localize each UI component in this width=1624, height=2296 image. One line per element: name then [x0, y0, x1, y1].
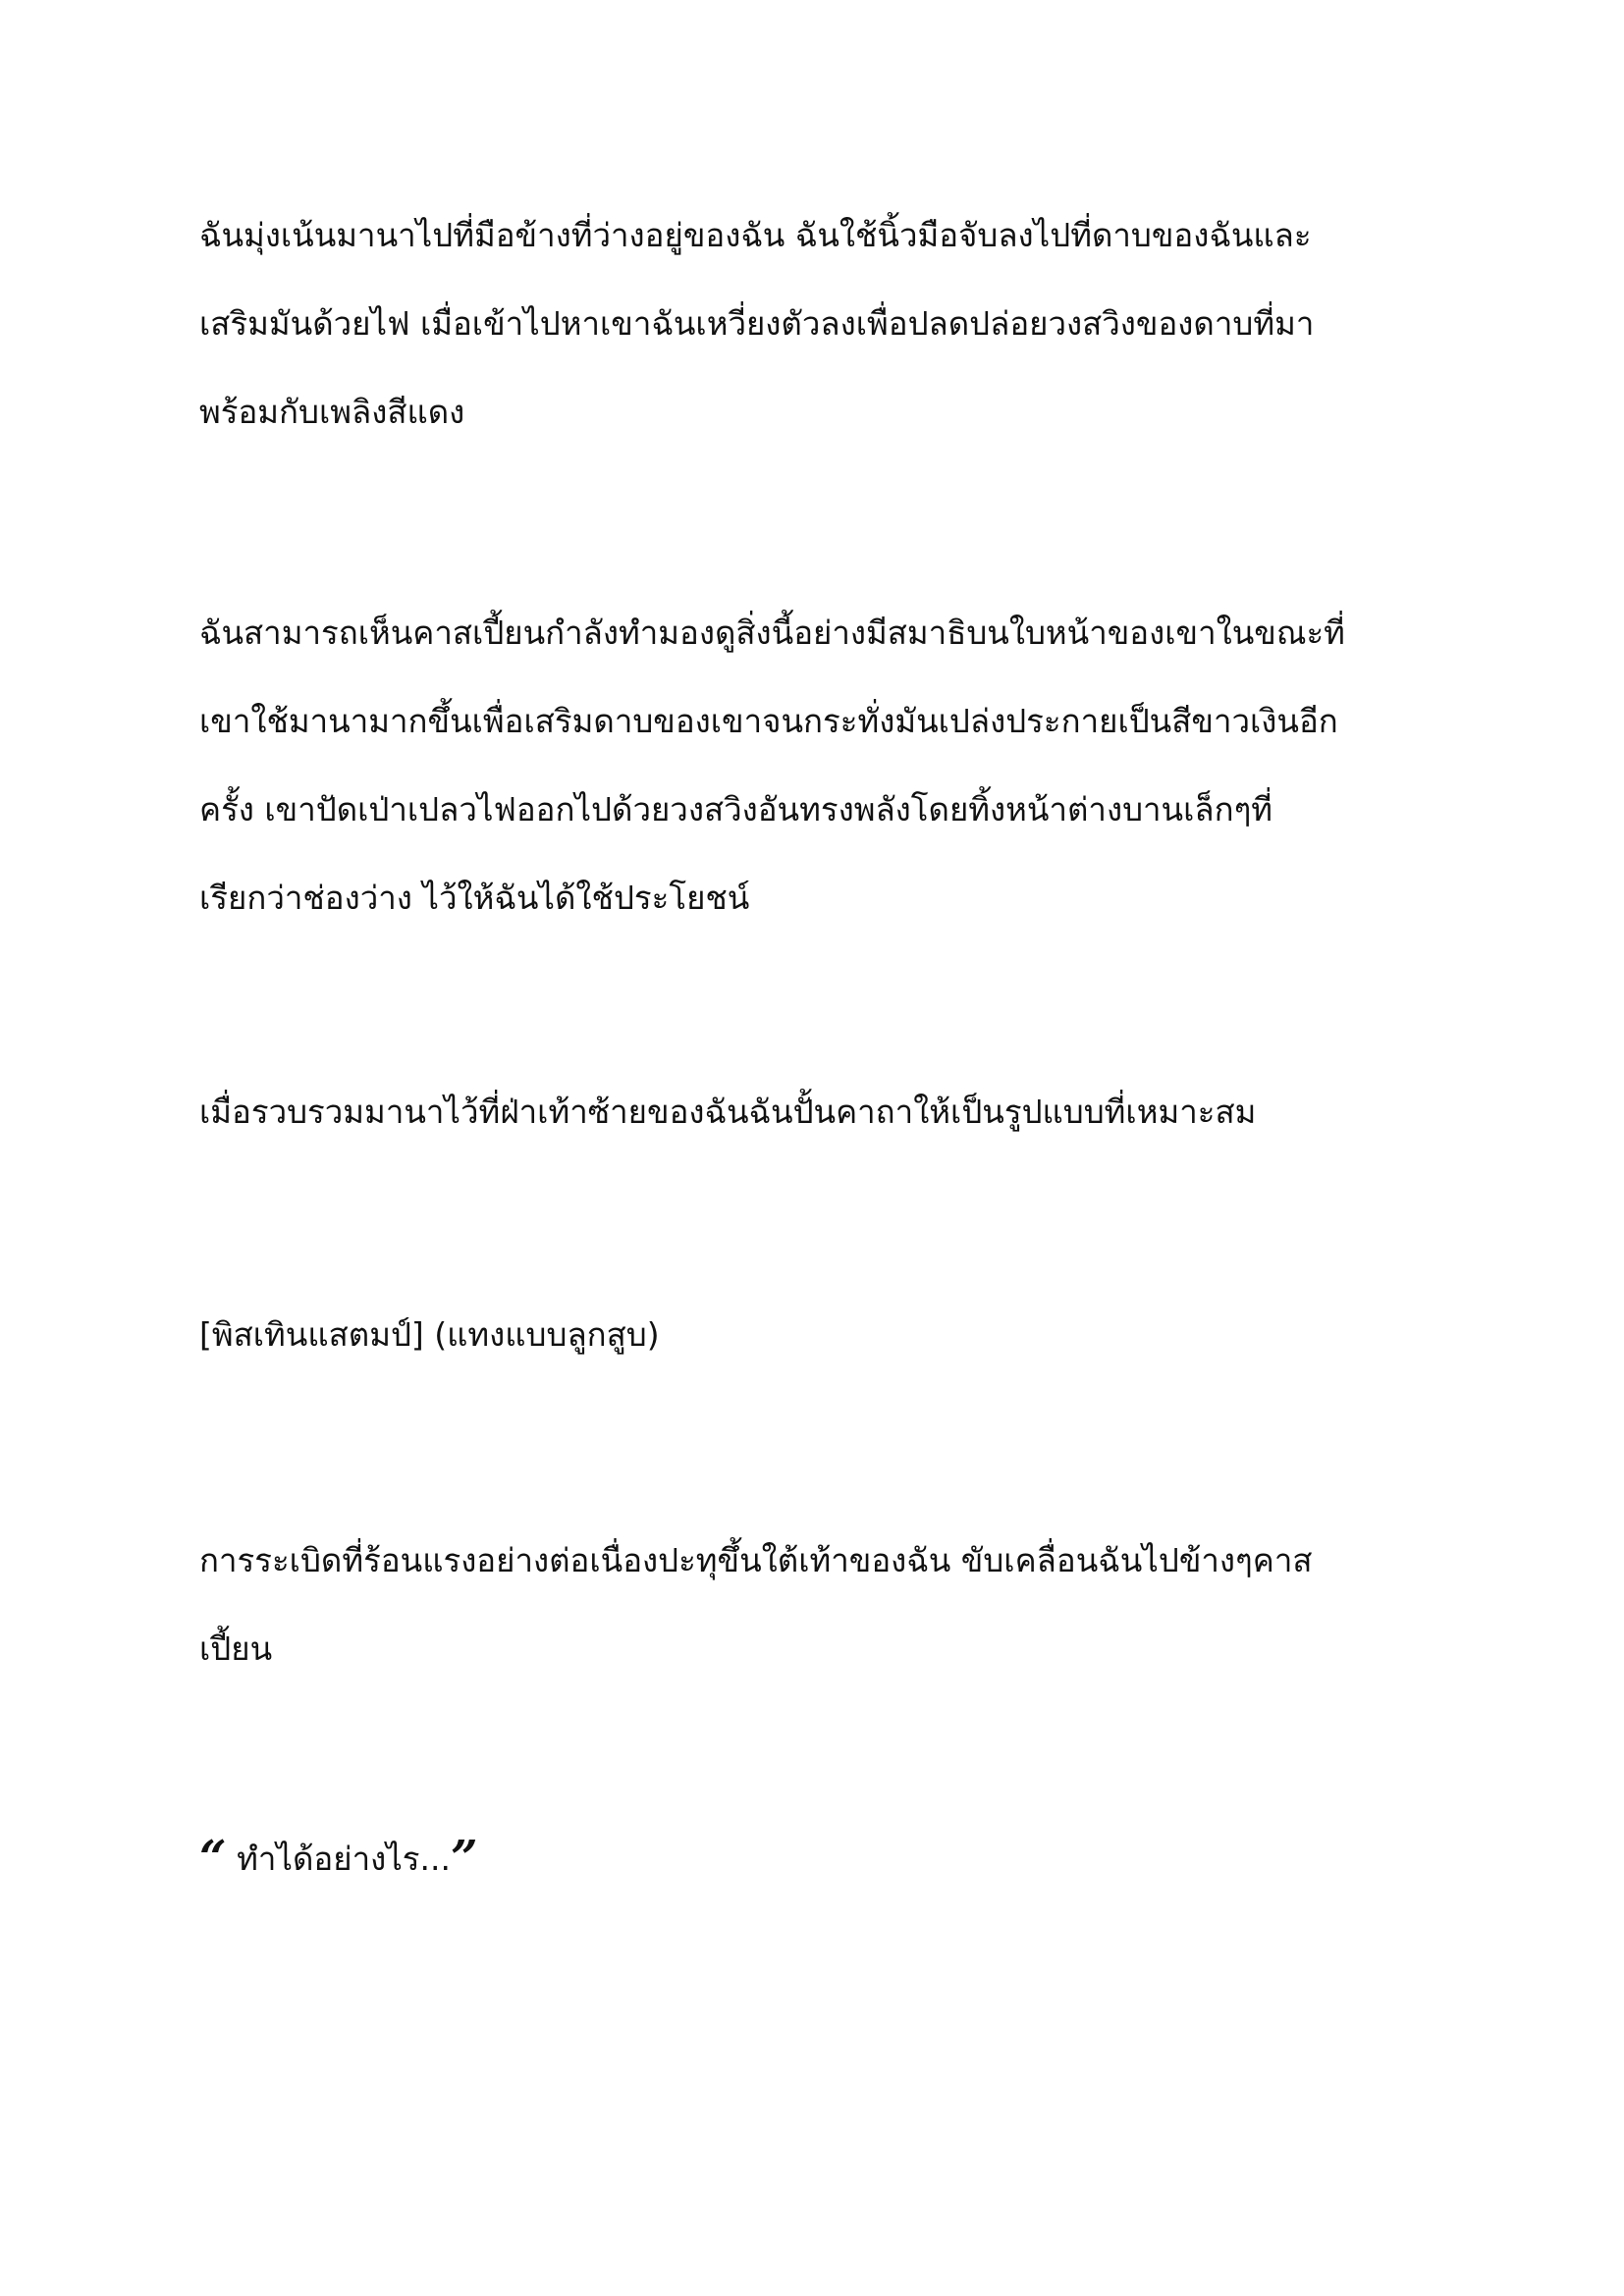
close-quote-mark: ”	[451, 1831, 478, 1886]
dialogue-text: ทำได้อย่างไร...	[226, 1840, 451, 1878]
paragraph-line: [พิสเทินแสตมป์] (แทงแบบลูกสูบ)	[199, 1315, 660, 1354]
paragraph-line: การระเบิดที่ร้อนแรงอย่างต่อเนื่องปะทุขึ้นใต้เท้าของฉัน ขับเคลื่อนฉันไปข้างๆคาส	[199, 1541, 1313, 1579]
paragraph-line: ฉันสามารถเห็นคาสเปี้ยนกำลังทำมองดูสิ่งนี้อย่างมีสมาธิบนใบหน้าของเขาในขณะที่	[199, 614, 1345, 652]
paragraph-line: เรียกว่าช่องว่าง ไว้ให้ฉันได้ใช้ประโยชน์	[199, 879, 750, 917]
paragraph-line: เขาใช้มานามากขึ้นเพื่อเสริมดาบของเขาจนกระทั่งมันเปล่งประกายเป็นสีขาวเงินอีก	[199, 702, 1338, 740]
paragraph-line: เปี้ยน	[199, 1629, 273, 1668]
paragraph-5	[199, 1517, 1446, 1693]
paragraph-3	[199, 1068, 1446, 1156]
paragraph-line: พร้อมกับเพลิงสีแดง	[199, 393, 465, 431]
paragraph-line: ครั้ง เขาปัดเป่าเปลวไฟออกไปด้วยวงสวิงอันทรงพลังโดยทิ้งหน้าต่างบานเล็กๆที่	[199, 790, 1273, 828]
dialogue-paragraph	[199, 1814, 1446, 1903]
paragraph-line: เมื่อรวบรวมมานาไว้ที่ฝ่าเท้าซ้ายของฉันฉันปั้นคาถาให้เป็นรูปแบบที่เหมาะสม	[199, 1093, 1257, 1131]
open-quote-mark: “	[199, 1831, 227, 1886]
paragraph-2	[199, 589, 1446, 942]
dialogue-line	[199, 1814, 1446, 1903]
paragraph-line: เสริมมันด้วยไฟ เมื่อเข้าไปหาเขาฉันเหวี่ยงตัวลงเพื่อปลดปล่อยวงสวิงของดาบที่มา	[199, 304, 1315, 343]
paragraph-1	[199, 191, 1446, 456]
paragraph-line: ฉันมุ่งเน้นมานาไปที่มือข้างที่ว่างอยู่ของฉัน ฉันใช้นิ้วมือจับลงไปที่ดาบของฉันและ	[199, 216, 1312, 254]
skill-name-paragraph	[199, 1291, 1446, 1379]
